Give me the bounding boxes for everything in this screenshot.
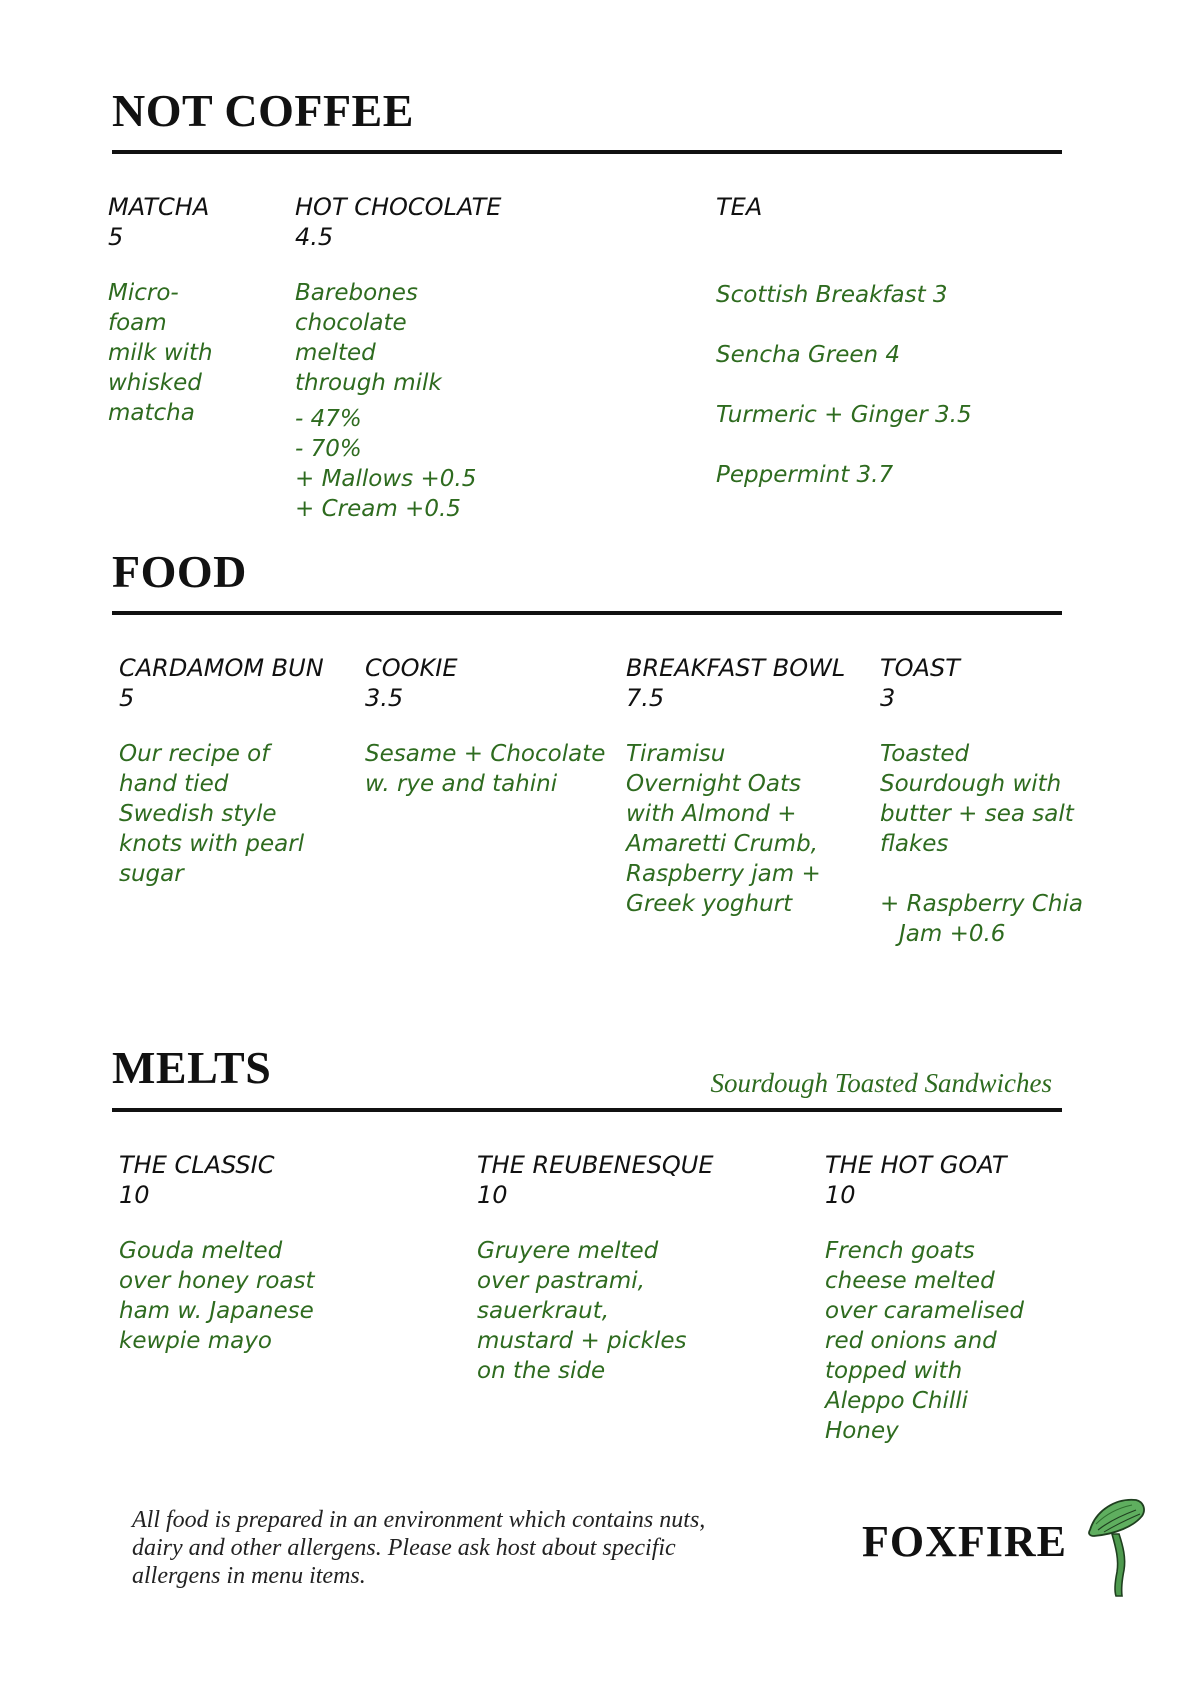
tea-option: Scottish Breakfast 3: [716, 282, 948, 308]
item-price: 4.5: [295, 223, 334, 251]
section-title-melts: MELTS: [112, 1042, 272, 1093]
item-name: THE REUBENESQUE: [477, 1151, 714, 1179]
item-description: Gouda melted over honey roast ham w. Japanese kewpie mayo: [119, 1238, 315, 1354]
section-title-not-coffee: NOT COFFEE: [112, 85, 414, 136]
section-divider: [112, 1108, 1062, 1112]
menu-item-cookie: [365, 653, 605, 799]
item-description: Tiramisu Overnight Oats with Almond + Amaretti Crumb, Raspberry jam + Greek yoghurt: [626, 741, 821, 917]
item-name: BREAKFAST BOWL: [626, 654, 846, 682]
item-description: Our recipe of hand tied Swedish style knots with pearl sugar: [119, 741, 305, 887]
item-addon: + Raspberry Chia Jam +0.6: [880, 891, 1083, 947]
menu-item-the-classic: [119, 1150, 315, 1356]
item-price: 10: [119, 1181, 150, 1209]
item-options: - 47% - 70% + Mallows +0.5 + Cream +0.5: [295, 406, 477, 522]
menu-item-toast: [880, 653, 1083, 949]
item-description: Toasted Sourdough with butter + sea salt flakes: [880, 741, 1074, 857]
item-price: 5: [108, 223, 124, 251]
item-description: Barebones chocolate melted through milk: [295, 280, 442, 396]
item-description: Gruyere melted over pastrami, sauerkraut, mustard + pickles on the side: [477, 1238, 687, 1384]
item-price: 3.5: [365, 684, 404, 712]
item-name: MATCHA: [108, 193, 210, 221]
item-name: THE CLASSIC: [119, 1151, 275, 1179]
menu-item-matcha: [108, 192, 213, 428]
item-price: 5: [119, 684, 135, 712]
item-description: Micro- foam milk with whisked matcha: [108, 280, 213, 426]
menu-item-hot-chocolate: [295, 192, 501, 524]
menu-item-breakfast-bowl: [626, 653, 845, 919]
item-description: Sesame + Chocolate w. rye and tahini: [365, 741, 606, 797]
tea-option: Sencha Green 4: [716, 342, 901, 368]
item-name: TOAST: [880, 654, 960, 682]
menu-item-tea: [716, 192, 972, 490]
item-name: TEA: [716, 193, 763, 221]
brand-logo: FOXFIRE: [862, 1517, 1067, 1566]
item-price: 7.5: [626, 684, 665, 712]
section-title-food: FOOD: [112, 546, 247, 597]
menu-item-the-hot-goat: [825, 1150, 1024, 1446]
item-description: French goats cheese melted over caramelised red onions and topped with Aleppo Chilli Honey: [825, 1238, 1024, 1444]
section-divider: [112, 611, 1062, 615]
mushroom-icon: [1086, 1496, 1148, 1600]
allergen-note: All food is prepared in an environment which contains nuts, dairy and other allergens. Please ask host about specific allergens in menu items.: [132, 1507, 706, 1589]
menu-item-cardamom-bun: [119, 653, 324, 889]
section-divider: [112, 150, 1062, 154]
item-price: 10: [477, 1181, 508, 1209]
item-name: THE HOT GOAT: [825, 1151, 1007, 1179]
item-name: COOKIE: [365, 654, 458, 682]
item-name: HOT CHOCOLATE: [295, 193, 502, 221]
item-name: CARDAMOM BUN: [119, 654, 324, 682]
tea-option: Peppermint 3.7: [716, 462, 894, 488]
item-price: 3: [880, 684, 896, 712]
section-subtitle: Sourdough Toasted Sandwiches: [710, 1068, 1052, 1098]
menu-item-the-reubenesque: [477, 1150, 714, 1386]
item-price: 10: [825, 1181, 856, 1209]
tea-option: Turmeric + Ginger 3.5: [716, 402, 972, 428]
